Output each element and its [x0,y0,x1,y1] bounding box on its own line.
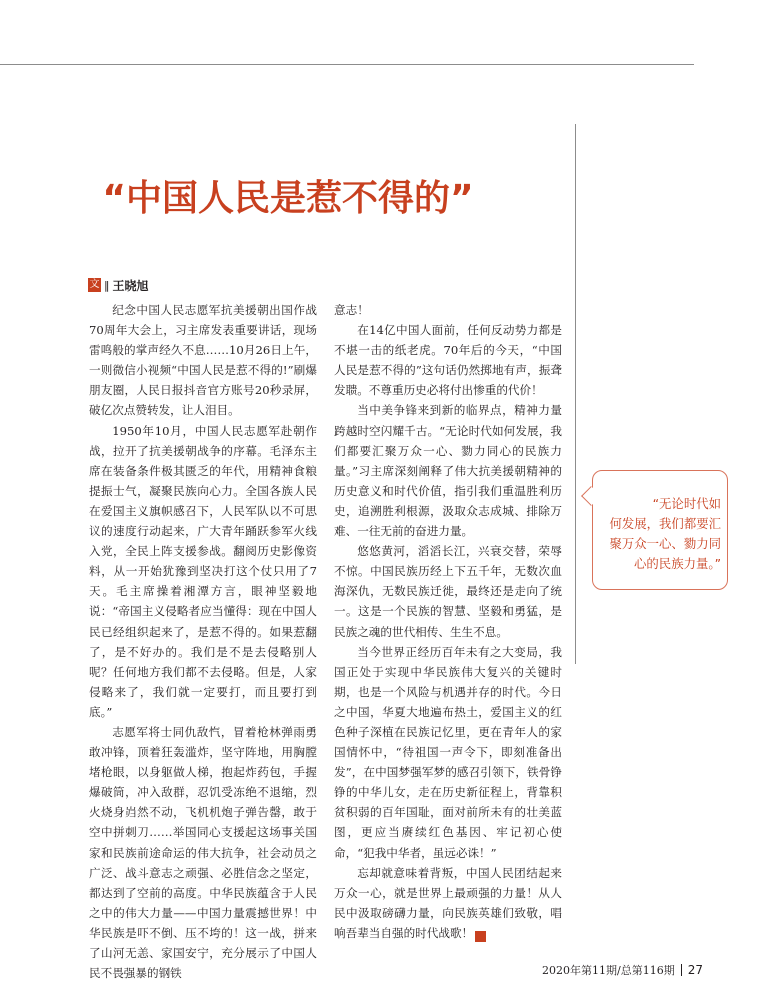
paragraph: 意志！ [334,303,369,317]
byline-separator: ‖ [104,278,110,292]
paragraph: 当今世界正经历百年未有之大变局，我国正处于实现中华民族伟大复兴的关键时期，也是一个风险与机遇并存的时代。今日之中国，华夏大地遍布热土，爱国主义的红色种子深植在民族记忆里，更在青年人的家国情怀中，“待祖国一声令下，即刻准备出发”，在中国梦强军梦的感召引领下，铁骨铮铮的中华儿女，走在历史新征程上，背靠积贫积弱的百年国耻，面对前所未有的壮美蓝图，更应当赓续红色基因、牢记初心使命，“犯我中华者，虽远必诛！” [334,644,562,860]
article-title: “中国人民是惹不得的” [102,178,474,219]
pull-quote-line: 何发展，我们都要汇 [609,516,721,531]
page-footer [542,962,703,978]
author-name: 王晓旭 [112,278,149,293]
paragraph: 纪念中国人民志愿军抗美援朝出国作战70周年大会上，习主席发表重要讲话，现场雷鸣般的掌声经久不息……10月26日上午，一则微信小视频“中国人民是惹不得的!”刷爆朋友圈，人民日报抖音官方账号20秒录屏，破亿次点赞转发，让人泪目。 [89,303,317,418]
footer-divider [681,964,682,976]
paragraph: 1950年10月，中国人民志愿军赴朝作战，拉开了抗美援朝战争的序幕。毛泽东主席在装备条件极其匮乏的年代，用精神食粮提振士气，凝聚民族向心力。全国各族人民在爱国主义旗帜感召下，人民军队以不可思议的速度行动起来，广大青年踊跃参军火线入党，全民上阵支援参战。翻阅历史影像资料，从一开始犹豫到坚决打这个仗只用了7天。毛主席操着湘潭方言，眼神坚毅地说：“帝国主义侵略者应当懂得：现在中国人民已经组织起来了，是惹不得的。如果惹翻了，是不好办的。我们是不是去侵略别人呢？任何地方我们都不去侵略。但是，人家侵略来了，我们就一定要打，而且要打到底。” [89,423,317,719]
page-number: 27 [687,963,703,977]
issue-info: 2020年第11期/总第116期 [542,964,675,977]
pull-quote-line: 心的民族力量。” [634,556,721,571]
top-rule [0,64,694,65]
end-mark-icon: G [475,931,486,942]
pull-quote-line: “无论时代如 [652,496,721,511]
paragraph: 当中美争锋来到新的临界点，精神力量跨越时空闪耀千古。“无论时代如何发展，我们都要汇聚万众一心、勠力同心的民族力量。”习主席深刻阐释了伟大抗美援朝精神的历史意义和时代价值，指引我们重温胜利历史，追溯胜利根源，汲取众志成城、排除万难、一往无前的奋进力量。 [334,403,562,539]
paragraph: 志愿军将士同仇敌忾，冒着枪林弹雨勇敢冲锋，顶着狂轰滥炸，坚守阵地，用胸膛堵枪眼，以身躯做人梯，抱起炸药包，手握爆破筒，冲入敌群，忍饥受冻绝不退缩，烈火烧身岿然不动，飞机机炮子弹告罄，敢于空中拼刺刀……举国同心支援起这场事关国家和民族前途命运的伟大抗争，社会动员之广泛、战斗意志之顽强、必胜信念之坚定，都达到了空前的高度。中华民族蕴含于人民之中的伟大力量——中国力量震撼世界！中华民族是吓不倒、压不垮的！这一战，拼来了山河无恙、家国安宁，充分展示了中国人民不畏强暴的钢铁 [89,724,317,981]
paragraph-text: 忘却就意味着背叛，中国人民团结起来万众一心，就是世界上最顽强的力量！从人民中汲取磅礴力量，向民族英雄们致敬，唱响吾辈当自强的时代战歌！ [334,865,562,940]
pull-quote-line: 聚万众一心、勠力同 [609,536,721,551]
paragraph-last [334,863,562,943]
pull-quote [601,494,721,574]
byline-mark: 文 [89,279,100,290]
paragraph: 悠悠黄河，滔滔长江，兴衰交替，荣辱不惊。中国民族历经上下五千年，无数次血海深仇，无数民族迁徙，最终还是走向了统一。这是一个民族的智慧、坚毅和勇猛，是民族之魂的世代相传、生生不息。 [334,544,562,639]
byline [88,277,149,293]
right-column [334,300,562,943]
left-column [89,300,317,983]
paragraph: 在14亿中国人面前，任何反动势力都是不堪一击的纸老虎。70年后的今天，“中国人民是惹不得的”这句话仍然掷地有声，振聋发聩。不尊重历史必将付出惨重的代价！ [334,323,562,398]
